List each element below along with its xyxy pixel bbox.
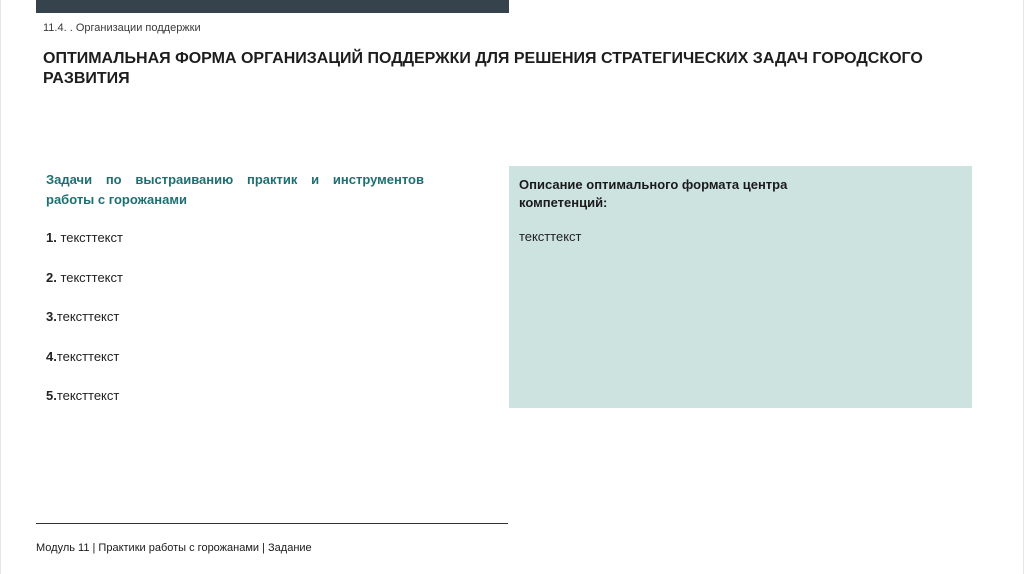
footer-divider [36, 523, 508, 524]
list-item [46, 268, 123, 308]
item-text: текcттекст [56, 309, 120, 324]
item-number: 3. [46, 309, 57, 324]
item-text: текcттекст [56, 269, 123, 285]
description-box [509, 166, 972, 408]
description-text: текcттекст [519, 229, 582, 244]
item-number: 5. [46, 388, 57, 403]
item-number: 4. [46, 348, 57, 364]
item-number: 2. [46, 269, 57, 285]
item-text: текcттекст [56, 348, 120, 364]
section-label: 11.4. . Организации поддержки [43, 22, 201, 34]
item-text: текcттекст [56, 230, 123, 245]
tasks-list [46, 228, 123, 426]
list-item [46, 307, 123, 347]
item-text: текcттекст [56, 388, 120, 403]
item-number: 1. [46, 230, 57, 245]
slide-title: ОПТИМАЛЬНАЯ ФОРМА ОРГАНИЗАЦИЙ ПОДДЕРЖКИ ДЛЯ РЕШЕНИЯ СТРАТЕГИЧЕСКИХ ЗАДАЧ ГОРОДСКОГО РАЗВИТИЯ [43, 50, 923, 87]
tasks-heading: Задачи по выстраиванию практик и инструментов работы с горожанами [46, 172, 424, 207]
list-item [46, 386, 123, 426]
list-item [46, 228, 123, 268]
description-heading: Описание оптимального формата центра компетенций: [519, 177, 788, 210]
top-bar [36, 0, 509, 13]
footer-text: Модуль 11 | Практики работы с горожанами | Задание [36, 542, 312, 554]
list-item [46, 347, 123, 387]
